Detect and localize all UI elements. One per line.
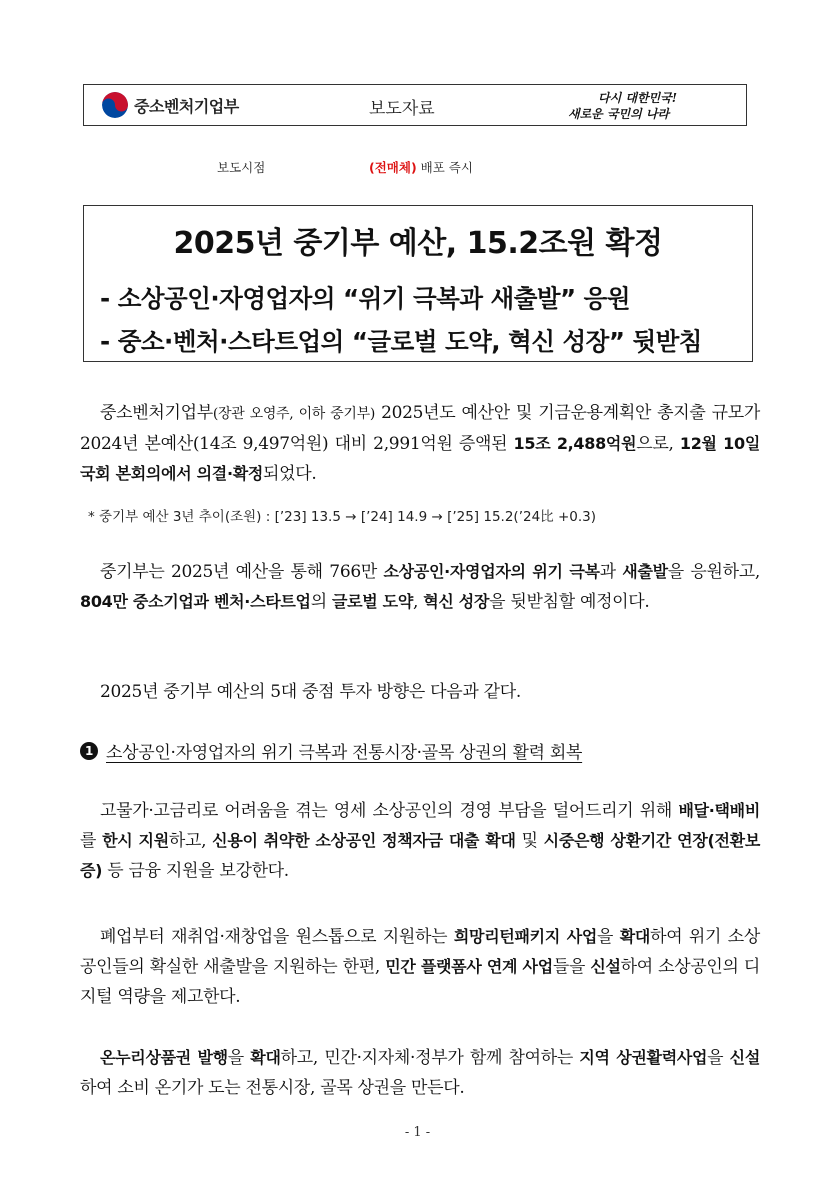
bold-span: 배달·택배비	[678, 801, 760, 820]
text-span: 하고,	[168, 831, 213, 851]
text-span: 을	[227, 1048, 251, 1068]
bold-span: 신설	[590, 957, 621, 976]
text-span: 을	[707, 1048, 730, 1068]
text-span: 을 뒷받침할 예정이다.	[489, 592, 650, 612]
text-span: 되었다.	[263, 464, 317, 484]
text-span: 들을	[552, 957, 591, 977]
text-span: (장관 오영주, 이하 중기부)	[212, 406, 376, 422]
text-span: ,	[413, 592, 424, 612]
text-span: 하여 소상공인의 디지털 역량을 제고한다.	[80, 957, 761, 1007]
bold-span: 한시 지원	[102, 831, 169, 850]
bold-span: 시중은행 상환기간 연장(전환보증)	[80, 831, 760, 880]
page-number: - 1 -	[404, 1125, 431, 1140]
text-span: 의	[310, 592, 332, 612]
text-span: 및	[515, 831, 544, 851]
paragraph-investment-directions	[80, 677, 760, 707]
paragraph-delivery-support	[80, 796, 760, 886]
text-span: 하여 소비 온기가 도는 전통시장, 골목 상권을 만든다.	[80, 1078, 465, 1098]
release-timing: 배포 즉시	[420, 160, 473, 175]
slogan-line2: 새로운 국민의 나라	[568, 107, 670, 121]
ministry-name: 중소벤처기업부	[134, 96, 239, 116]
section-1-heading	[80, 738, 582, 763]
paragraph-onnuri-vouchers	[80, 1043, 760, 1103]
headline: 2025년 중기부 예산, 15.2조원 확정	[173, 226, 663, 261]
bold-span: 희망리턴패키지 사업	[453, 927, 598, 946]
bold-span: 확대	[250, 1048, 281, 1067]
bold-span: 소상공인·자영업자의 위기 극복	[383, 562, 600, 581]
text-span: 2025년도 예산안 및 기금운용계획안 총지출 규모가 2024년 본예산(14조 9,497억원) 대비 2,991억원 증액된	[80, 403, 760, 454]
title-box	[83, 205, 753, 362]
text-span: 를	[80, 831, 103, 851]
embargo-tag: (전매체)	[369, 160, 417, 175]
subheadline-2: - 중소·벤처·스타트업의 “글로벌 도약, 혁신 성장” 뒷받침	[100, 327, 702, 356]
paragraph-hope-return	[80, 922, 760, 1012]
subheadline-1: - 소상공인·자영업자의 “위기 극복과 새출발” 응원	[100, 284, 630, 313]
section-1-title: 소상공인·자영업자의 위기 극복과 전통시장·골목 상권의 활력 회복	[106, 743, 583, 763]
bold-span: 새출발	[622, 562, 668, 581]
text-span: 중소벤처기업부	[100, 403, 213, 423]
text-span: 하여 위기 소상공인들의 확실한 새출발을 지원하는 한편,	[80, 927, 760, 977]
bold-span: 지역 상권활력사업	[579, 1048, 708, 1067]
bold-span: 신설	[729, 1048, 760, 1067]
bold-span: 글로벌 도약	[331, 592, 413, 611]
paragraph-budget-goals	[80, 557, 760, 617]
text-span: 하고, 민간·지자체·정부가 함께 참여하는	[280, 1048, 580, 1068]
text-span: 과	[599, 562, 623, 582]
text-span: 등 금융 지원을 보강한다.	[102, 861, 289, 881]
bold-span: 확대	[619, 927, 651, 946]
bold-span: 804만 중소기업과 벤처·스타트업	[80, 592, 311, 611]
budget-trend-note: * 중기부 예산 3년 추이(조원) : [’23] 13.5 → [’24] 14.9 → [’25] 15.2(’24比 +0.3)	[88, 509, 597, 525]
text-span: 중기부는 2025년 예산을 통해 766만	[100, 562, 384, 582]
slogan-calligraphy	[560, 88, 720, 122]
bold-span: 민간 플랫폼사 연계 사업	[385, 957, 553, 976]
bold-span: 온누리상품권 발행	[100, 1048, 228, 1067]
number-1-icon: 1	[80, 742, 98, 760]
header-box	[83, 84, 747, 126]
doc-type-label: 보도자료	[369, 99, 435, 119]
bold-span: 15조 2,488억원	[513, 434, 637, 453]
text-span: 으로,	[636, 434, 680, 454]
bold-span: 신용이 취약한 소상공인 정책자금 대출 확대	[212, 831, 516, 850]
text-span: 고물가·고금리로 어려움을 겪는 영세 소상공인의 경영 부담을 덜어드리기 위해	[100, 801, 679, 821]
bold-span: 혁신 성장	[423, 592, 490, 611]
ministry-logo	[102, 92, 239, 118]
taegeuk-emblem-icon	[102, 92, 128, 118]
paragraph-budget-summary	[80, 398, 760, 489]
release-time-value	[369, 158, 473, 176]
bold-span: 12월 10일 국회 본회의에서 의결·확정	[80, 434, 760, 483]
slogan-line1: 다시 대한민국!	[598, 91, 677, 105]
text-span: 을 응원하고,	[667, 562, 760, 582]
release-time-label: 보도시점	[217, 160, 266, 175]
text-span: 2025년 중기부 예산의 5대 중점 투자 방향은 다음과 같다.	[100, 682, 521, 702]
text-span: 을	[597, 927, 620, 947]
text-span: 폐업부터 재취업·재창업을 원스톱으로 지원하는	[100, 927, 454, 947]
